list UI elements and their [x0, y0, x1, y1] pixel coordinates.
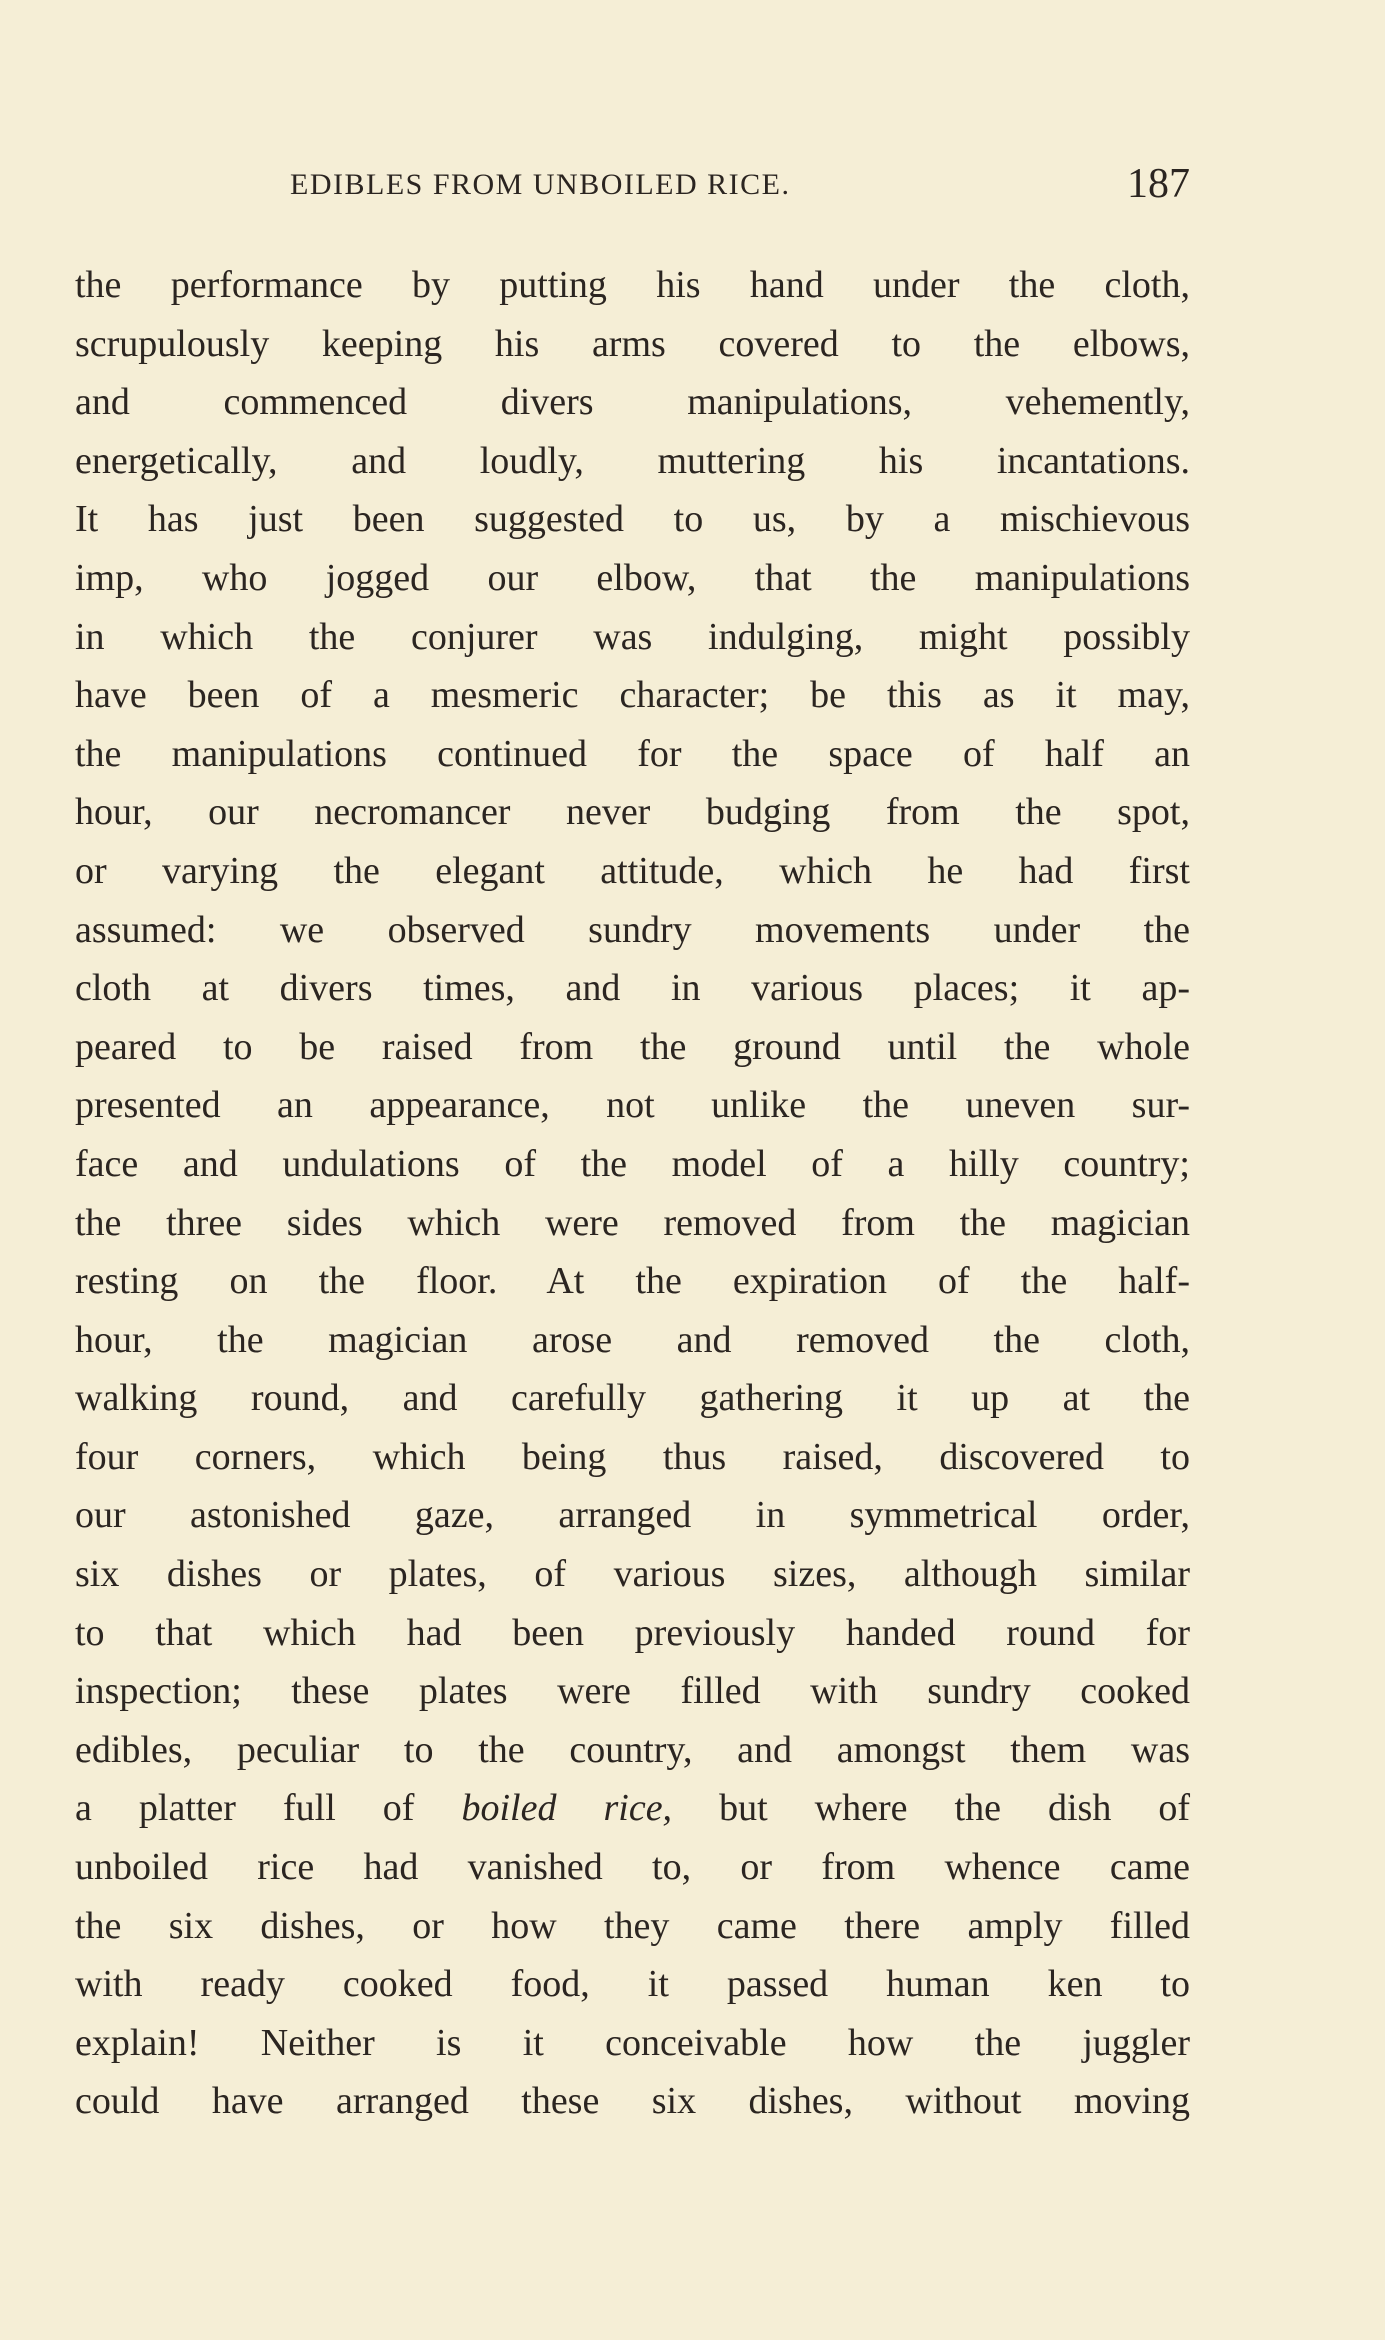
- text-line: resting on the floor. At the expiration of the half-: [75, 1260, 1190, 1303]
- italic-phrase: boiled rice,: [461, 1787, 673, 1830]
- text-line: energetically, and loudly, muttering his incantations.: [75, 439, 1190, 482]
- running-title: EDIBLES FROM UNBOILED RICE.: [290, 168, 791, 201]
- text-line: It has just been suggested to us, by a mischievous: [75, 498, 1190, 541]
- page-number: 187: [1127, 161, 1190, 207]
- text-line: cloth at divers times, and in various places; it ap-: [75, 967, 1190, 1010]
- text-line: could have arranged these six dishes, without moving: [75, 2080, 1190, 2123]
- text-segment: but where the dish of: [672, 1787, 1191, 1830]
- text-line: the three sides which were removed from the magician: [75, 1201, 1190, 1244]
- body-text: [75, 256, 1190, 2131]
- text-line: scrupulously keeping his arms covered to the elbows,: [75, 322, 1190, 365]
- text-line: inspection; these plates were filled with sundry cooked: [75, 1670, 1190, 1713]
- text-line: unboiled rice had vanished to, or from whence came: [75, 1846, 1190, 1889]
- text-line: hour, the magician arose and removed the cloth,: [75, 1318, 1190, 1361]
- text-segment: a platter full of: [75, 1787, 462, 1830]
- text-line: walking round, and carefully gathering it up at the: [75, 1377, 1190, 1420]
- text-line: edibles, peculiar to the country, and amongst them was: [75, 1728, 1190, 1771]
- text-line: four corners, which being thus raised, discovered to: [75, 1435, 1190, 1478]
- page-header: [75, 160, 1190, 210]
- text-line: face and undulations of the model of a hilly country;: [75, 1142, 1190, 1185]
- text-line: and commenced divers manipulations, vehemently,: [75, 381, 1190, 424]
- text-line: six dishes or plates, of various sizes, although similar: [75, 1553, 1190, 1596]
- text-line: the manipulations continued for the space of half an: [75, 732, 1190, 775]
- text-line: [75, 1779, 1190, 1838]
- text-line: to that which had been previously handed round for: [75, 1611, 1190, 1654]
- text-line: presented an appearance, not unlike the uneven sur-: [75, 1084, 1190, 1127]
- text-line: peared to be raised from the ground until the whole: [75, 1025, 1190, 1068]
- text-line: assumed: we observed sundry movements under the: [75, 908, 1190, 951]
- text-line: have been of a mesmeric character; be this as it may,: [75, 674, 1190, 717]
- text-line: hour, our necromancer never budging from the spot,: [75, 791, 1190, 834]
- text-line: the six dishes, or how they came there amply filled: [75, 1904, 1190, 1947]
- text-line: in which the conjurer was indulging, might possibly: [75, 615, 1190, 658]
- text-line: imp, who jogged our elbow, that the manipulations: [75, 556, 1190, 599]
- text-line: or varying the elegant attitude, which he had first: [75, 849, 1190, 892]
- text-line: explain! Neither is it conceivable how the juggler: [75, 2021, 1190, 2064]
- text-line: the performance by putting his hand under the cloth,: [75, 264, 1190, 306]
- text-line: with ready cooked food, it passed human ken to: [75, 1963, 1190, 2006]
- text-line: our astonished gaze, arranged in symmetrical order,: [75, 1494, 1190, 1537]
